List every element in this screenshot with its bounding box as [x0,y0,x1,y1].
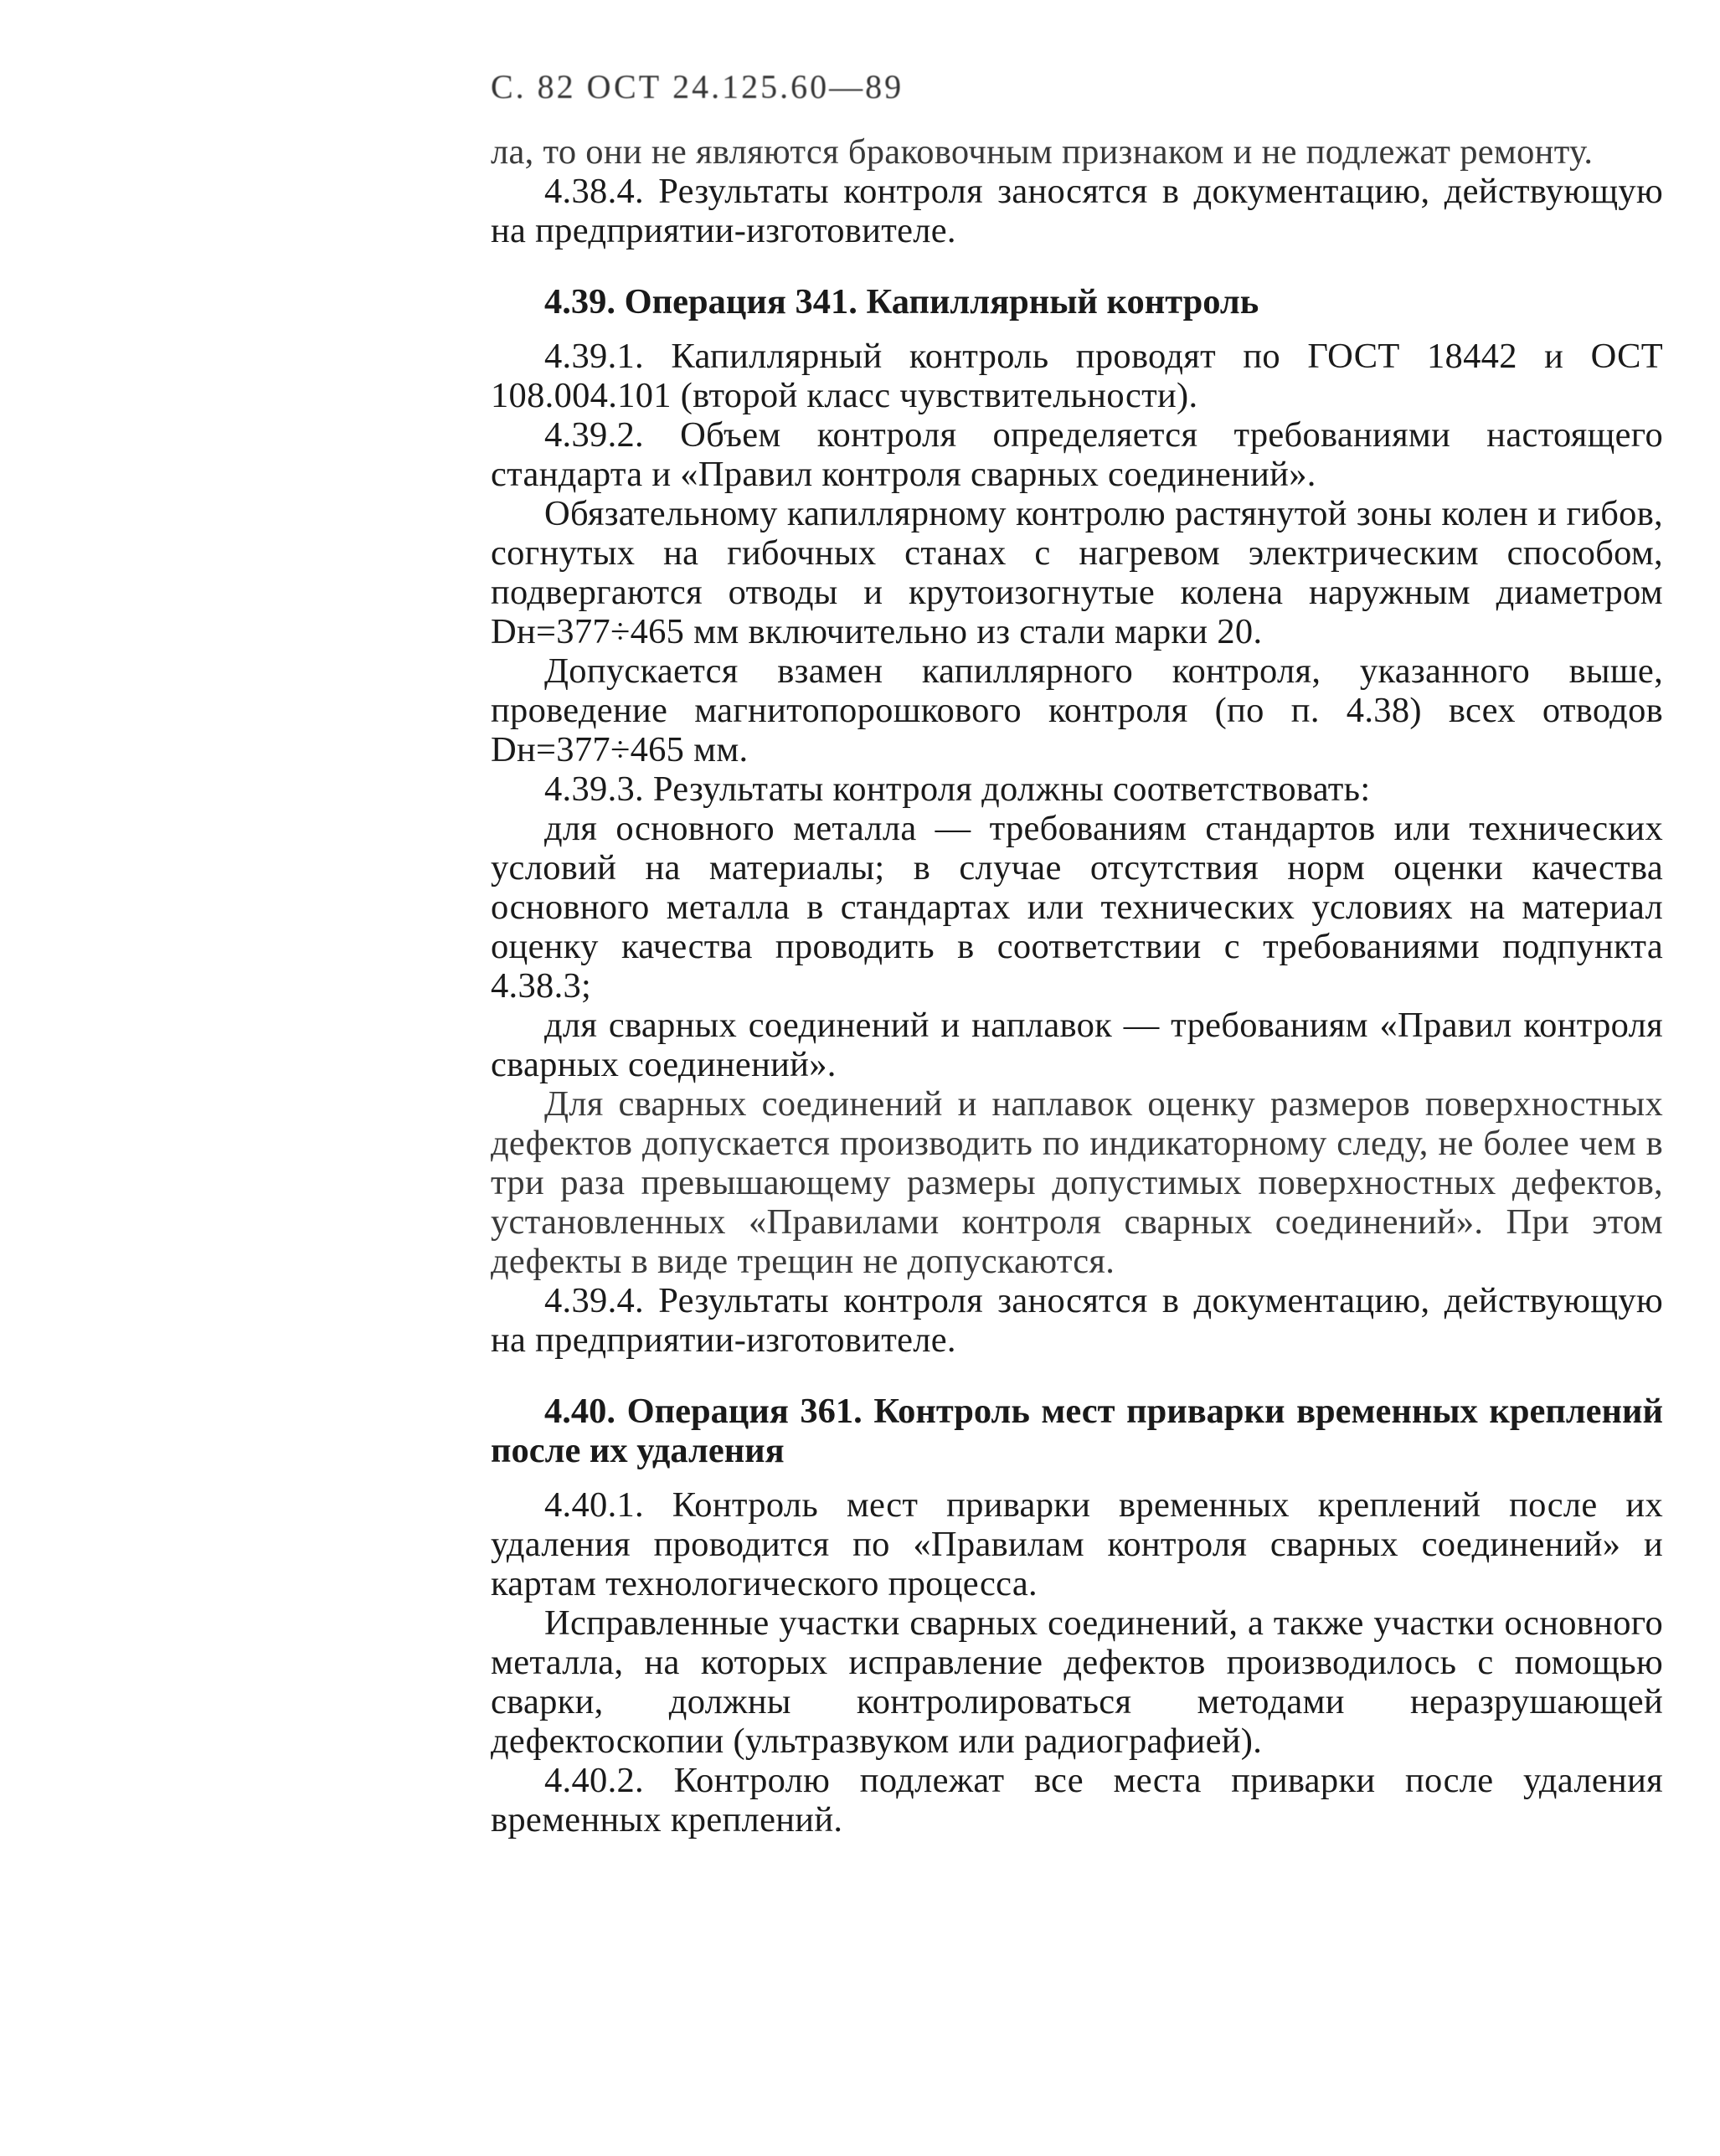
paragraph-4-39-2: 4.39.2. Объем контроля определяется требованиями настоящего стандарта и «Правил контроля сварных соединений». [491,415,1663,494]
paragraph-mandatory-control: Обязательному капиллярному контролю растянутой зоны колен и гибов, согнутых на гибочных станах с нагревом электрическим способом, подвергаются отводы и крутоизогнутые колена наружным диаметром Dн=377÷465 мм включительно из стали марки 20. [491,494,1663,651]
document-page [491,67,1663,2127]
paragraph-4-40-1: 4.40.1. Контроль мест приварки временных креплений после их удаления проводится по «Правилам контроля сварных соединений» и картам технологического процесса. [491,1485,1663,1603]
paragraph-defect-size: Для сварных соединений и наплавок оценку размеров поверхностных дефектов допускается производить по индикаторному следу, не более чем в три раза превышающему размеры допустимых поверхностных дефектов, установленных «Правилами контроля сварных соединений». При этом дефекты в виде трещин не допускаются. [491,1084,1663,1281]
paragraph-alternative-control: Допускается взамен капиллярного контроля, указанного выше, проведение магнитопорошкового контроля (по п. 4.38) всех отводов Dн=377÷465 мм. [491,651,1663,769]
paragraph-repaired-areas: Исправленные участки сварных соединений, а также участки основного металла, на которых исправление дефектов производилось с помощью сварки, должны контролироваться методами неразрушающей дефектоскопии (ультразвуком или радиографией). [491,1603,1663,1761]
paragraph-4-38-4: 4.38.4. Результаты контроля заносятся в документацию, действующую на предприятии-изготовителе. [491,172,1663,250]
section-heading-4-40: 4.40. Операция 361. Контроль мест приварки временных креплений после их удаления [491,1392,1663,1470]
section-heading-4-39: 4.39. Операция 341. Капиллярный контроль [544,282,1259,322]
paragraph-4-39-1: 4.39.1. Капиллярный контроль проводят по ГОСТ 18442 и ОСТ 108.004.101 (второй класс чувствительности). [491,337,1663,415]
paragraph-4-39-3: 4.39.3. Результаты контроля должны соответствовать: [544,769,1371,809]
paragraph-4-39-4: 4.39.4. Результаты контроля заносятся в документацию, действующую на предприятии-изготовителе. [491,1281,1663,1360]
paragraph-welded-joints: для сварных соединений и наплавок — требованиям «Правил контроля сварных соединений». [491,1006,1663,1084]
paragraph-4-40-2: 4.40.2. Контролю подлежат все места приварки после удаления временных креплений. [491,1761,1663,1840]
paragraph-continuation: ла, то они не являются браковочным признаком и не подлежат ремонту. [491,132,1594,172]
page-header: С. 82 ОСТ 24.125.60—89 [491,68,904,105]
paragraph-base-metal: для основного металла — требованиям стандартов или технических условий на материалы; в случае отсутствия норм оценки качества основного металла в стандартах или технических условиях на материал оценку качества проводить в соответствии с требованиями подпункта 4.38.3; [491,809,1663,1006]
